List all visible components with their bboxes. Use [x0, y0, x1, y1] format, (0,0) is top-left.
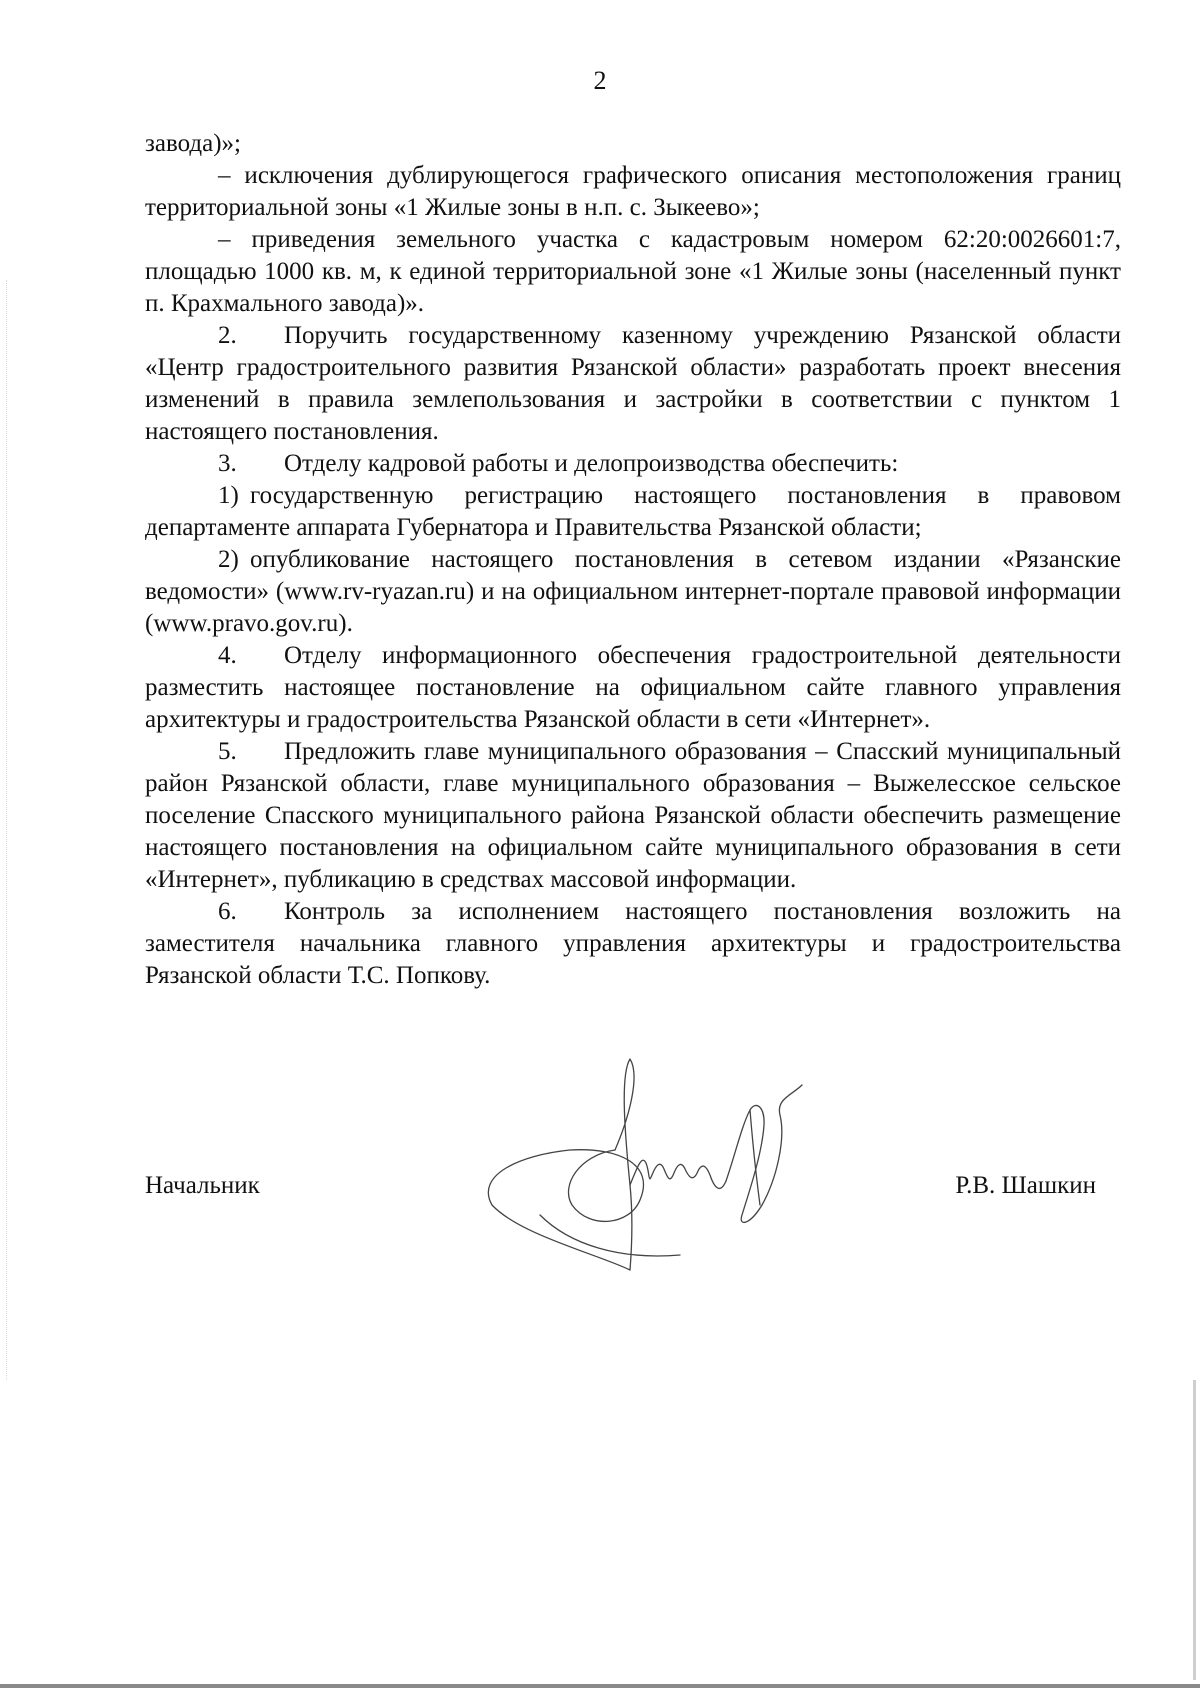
- subitem-number: 2): [218, 546, 239, 573]
- paragraph-item-6: [145, 896, 1121, 992]
- item-text: Предложить главе муниципального образования – Спасский муниципальный район Рязанской области, главе муниципального образования – Выжелесское сельское поселение Спасского муниципального района Рязанской области обеспечить размещение настоящего постановления на официальном сайте муниципального образования в сети «Интернет», публикацию в средствах массовой информации.: [145, 738, 1121, 893]
- paragraph-subitem-1: [145, 480, 1121, 544]
- signatory-name: Р.В. Шашкин: [955, 1172, 1096, 1199]
- item-text: Контроль за исполнением настоящего постановления возложить на заместителя начальника главного управления архитектуры и градостроительства Рязанской области Т.С. Попкову.: [145, 898, 1121, 989]
- signatory-title: Начальник: [145, 1172, 260, 1199]
- subitem-number: 1): [218, 482, 239, 509]
- paragraph-subitem-2: [145, 544, 1121, 640]
- item-text: Поручить государственному казенному учреждению Рязанской области «Центр градостроительного развития Рязанской области» разработать проект внесения изменений в правила землепользования и застройки в соответствии с пунктом 1 настоящего постановления.: [145, 322, 1121, 445]
- paragraph-continuation: завода)»;: [145, 130, 241, 157]
- scan-bottom-edge: [0, 1684, 1200, 1688]
- item-number: 5.: [218, 738, 237, 765]
- page-number: 2: [593, 66, 607, 95]
- item-number: 3.: [218, 450, 237, 477]
- item-text: Отделу информационного обеспечения градостроительной деятельности разместить настоящее постановление на официальном сайте главного управления архитектуры и градостроительства Рязанской области в сети «Интернет».: [145, 642, 1121, 733]
- paragraph-item-4: [145, 640, 1121, 736]
- paragraph-item-3: [145, 448, 1121, 480]
- item-text: Отделу кадровой работы и делопроизводства обеспечить:: [284, 450, 899, 477]
- item-number: 6.: [218, 898, 237, 925]
- item-number: 4.: [218, 642, 237, 669]
- paragraph-item-5: [145, 736, 1121, 896]
- subitem-text: государственную регистрацию настоящего постановления в правовом департаменте аппарата Губернатора и Правительства Рязанской области;: [145, 482, 1121, 541]
- paragraph-dash-1: – исключения дублирующегося графического описания местоположения границ территориальной зоны «1 Жилые зоны в н.п. с. Зыкеево»;: [145, 162, 1121, 221]
- handwritten-signature: [480, 1055, 860, 1285]
- scan-edge-right: [1193, 1380, 1196, 1680]
- scan-edge-left: [6, 280, 8, 1380]
- paragraph-item-2: [145, 320, 1121, 448]
- document-body: [145, 128, 1121, 992]
- subitem-text: опубликование настоящего постановления в сетевом издании «Рязанские ведомости» (www.rv-ryazan.ru) и на официальном интернет-портале правовой информации (www.pravo.gov.ru).: [145, 546, 1121, 637]
- item-number: 2.: [218, 322, 237, 349]
- paragraph-dash-2: – приведения земельного участка с кадастровым номером 62:20:0026601:7, площадью 1000 кв. м, к единой территориальной зоне «1 Жилые зоны (населенный пункт п. Крахмального завода)».: [145, 226, 1121, 317]
